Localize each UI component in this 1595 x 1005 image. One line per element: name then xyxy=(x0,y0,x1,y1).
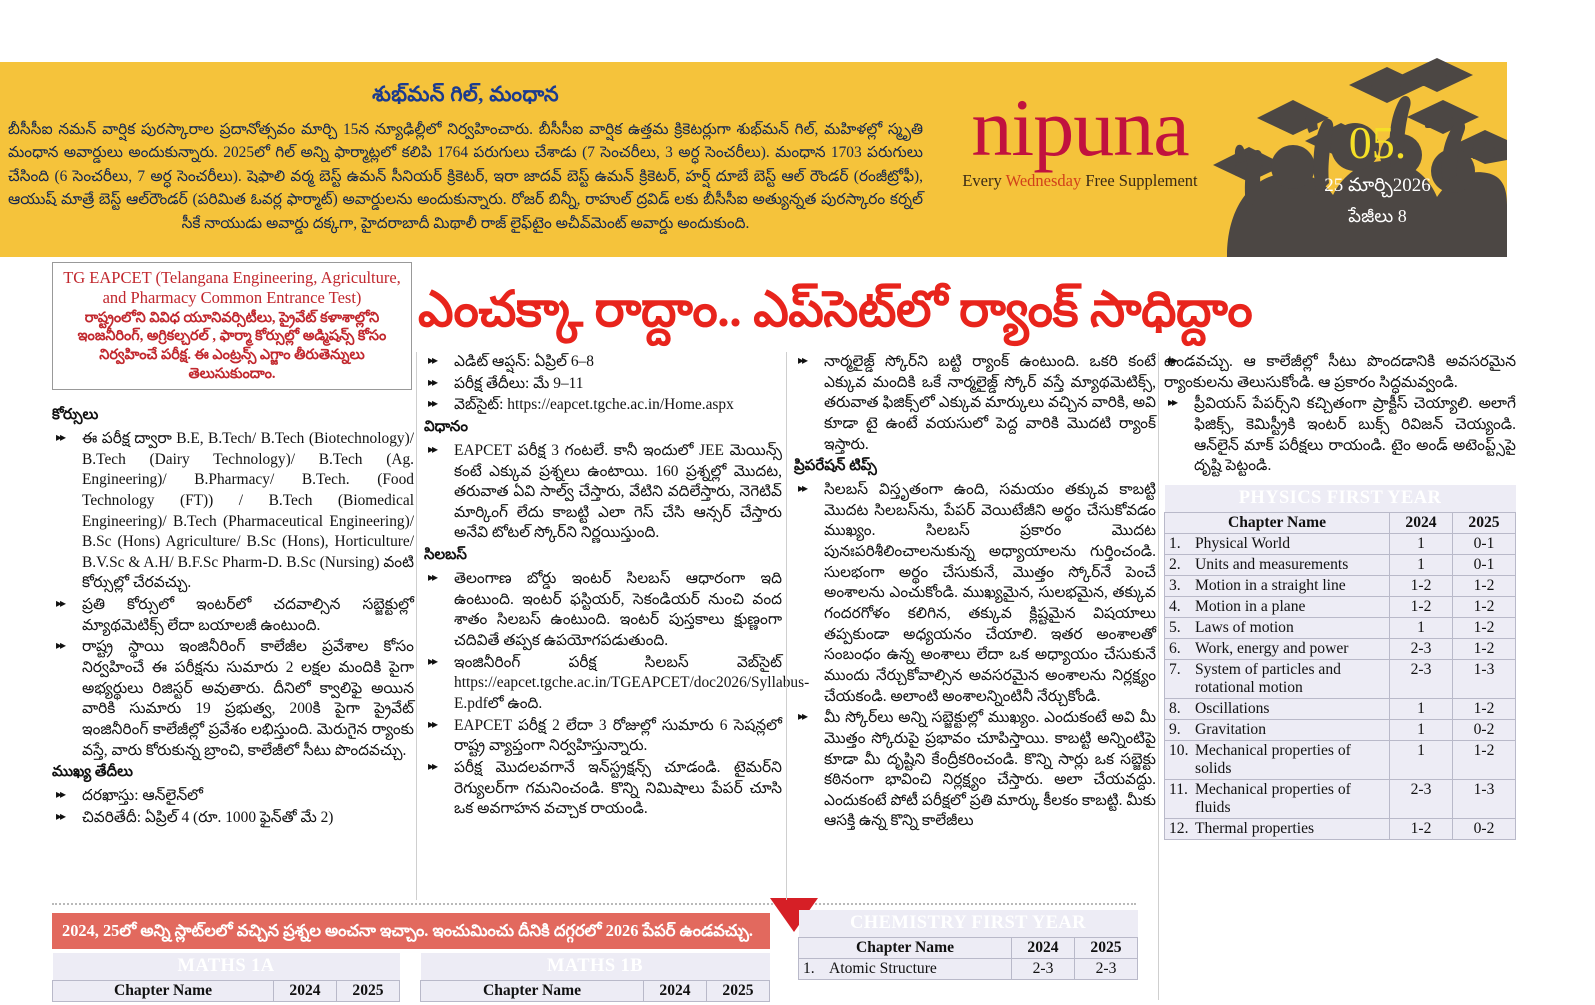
chapter-name: Physical World xyxy=(1195,534,1291,552)
page-title: ఎంచక్కా రాద్దాం.. ఎప్‌సెట్‌లో ర్యాంక్ సాధిద్దాం xyxy=(418,281,1253,337)
chapter-name: Oscillations xyxy=(1195,699,1270,717)
lead-story xyxy=(8,66,923,235)
maths-1a-block xyxy=(52,953,400,1002)
value-2024: 1 xyxy=(1390,698,1453,719)
row-index: 9. xyxy=(1169,720,1181,738)
list-item: ▸▸ పరీక్ష మొదలవగానే ఇన్‌స్ట్రక్షన్స్ చూడండి. టైమర్‌ని రెగ్యులర్‌గా గమనించండి. కొన్ని నిమిషాలు పేపర్ చూసి ఒక అవగాహన వచ్చాక రాయండి. xyxy=(424,758,782,820)
value-2024: 2-3 xyxy=(1390,779,1453,818)
chapter-cell xyxy=(1165,740,1390,779)
column-rule xyxy=(786,352,787,900)
list-item: ▸▸ సిలబస్ విస్తృతంగా ఉంది, సమయం తక్కువ కాబట్టి మొదట సిలబస్‌ను, పేపర్ వెయిటేజీని అర్థం చేసుకోవడం ముఖ్యం. సిలబస్ ప్రకారం మొదట పునఃపరిశీలించాలనుకున్న అధ్యాయాలను గుర్తించండి. సులభంగా అర్థం చేసుకునే, మొత్తం స్కోర్‌నే పెంచే అంశాలను ఎంచుకోండి. ముఖ్యమైన, సులభమైన, తక్కువ గందరగోళం కలిగిన, తక్కువ క్లిష్టమైన విషయాలు తప్పకుండా అధ్యయనం చేయాలి. ఇతర అంశాలతో సంబంధం ఉన్న అంశాలు లేదా ఒక అధ్యాయం చేసుకునే ముందు నేర్చుకోవాల్సిన అవసరమైన అంశాలను నిర్లక్ష్యం చేయకండి. అలాంటి అంశాలన్నింటినీ నేర్చుకోండి. xyxy=(794,480,1156,707)
value-2024: 1 xyxy=(1390,617,1453,638)
table-row xyxy=(1165,719,1516,740)
list-item: ▸▸ ప్రీవియస్ పేపర్స్‌ని కచ్చితంగా ప్రాక్టీస్ చెయ్యాలి. అలాగే ఫిజిక్స్, కెమిస్ట్రీకి ఇంటర్ బుక్స్ రివిజన్ చెయ్యండి. ఆన్‌లైన్ మాక్ పరీక్షలు రాయండి. టైం అండ్ అటెంప్ట్స్‌పై దృష్టి పెట్టండి. xyxy=(1164,394,1516,477)
row-index: 1. xyxy=(1169,534,1181,552)
value-2024: 2-3 xyxy=(1390,659,1453,698)
list-item: ▸▸ ఎడిట్ ఆప్షన్: ఏప్రిల్ 6–8 xyxy=(424,352,782,373)
value-2025: 0-2 xyxy=(1453,719,1516,740)
chemistry-table-header xyxy=(799,938,1138,959)
ranking-list xyxy=(794,352,1156,455)
chapter-cell xyxy=(1165,779,1390,818)
announcement-strip: 2024, 25లో అన్ని స్లాట్‌లలో వచ్చిన ప్రశ్నల అంచనా ఇచ్చాం. ఇంచుమించు దీనికి దగ్గరలో 2026 పేపర్ ఉండవచ్చు. xyxy=(52,913,770,949)
value-2024: 1 xyxy=(1390,719,1453,740)
column-rule xyxy=(1158,352,1159,1000)
exam-schedule-list xyxy=(424,352,782,416)
list-item: ▸▸ దరఖాస్తు: ఆన్‌లైన్‌లో xyxy=(52,786,414,807)
value-2024: 1 xyxy=(1390,533,1453,554)
issue-page-count: పేజీలు 8 xyxy=(1348,206,1407,226)
table-row xyxy=(1165,818,1516,839)
syllabus-heading: సిలబస్ xyxy=(424,547,467,564)
list-item: ▸▸ EAPCET పరీక్ష 2 లేదా 3 రోజుల్లో సుమారు 6 సెషన్లలో రాష్ట్ర వ్యాప్తంగా నిర్వహిస్తున్నారు. xyxy=(424,716,782,757)
table-row xyxy=(1165,659,1516,698)
column-header-chapter: Chapter Name xyxy=(799,938,1012,959)
column-3 xyxy=(794,352,1156,834)
column-header-2025: 2025 xyxy=(1075,938,1138,959)
value-2025: 1-2 xyxy=(1453,698,1516,719)
intro-english-text: TG EAPCET (Telangana Engineering, Agriculture, and Pharmacy Common Entrance Test) xyxy=(63,268,401,308)
list-item-syllabus-link[interactable]: ▸▸ ఇంజినీరింగ్ పరీక్ష సిలబస్ వెబ్‌సైట్ https://eapcet.tgche.ac.in/TGEAPCET/doc2026/Syllabus-E.pdfలో ఉంది. xyxy=(424,653,782,715)
row-index: 6. xyxy=(1169,639,1181,657)
value-2025: 1-2 xyxy=(1453,617,1516,638)
column-header-2025: 2025 xyxy=(337,981,400,1002)
courses-list xyxy=(52,429,414,761)
chapter-cell xyxy=(1165,533,1390,554)
brand-block xyxy=(935,82,1225,191)
maths-1b-table xyxy=(420,953,770,1002)
value-2024: 1-2 xyxy=(1390,596,1453,617)
chapter-cell xyxy=(1165,596,1390,617)
maths-1b-block xyxy=(420,953,770,1002)
chapter-name: Atomic Structure xyxy=(829,960,937,977)
list-item: ▸▸ ఈ పరీక్ష ద్వారా B.E, B.Tech/ B.Tech (Biotechnology)/ B.Tech (Dairy Technology)/ B.Tech (Ag. Engineering)/ B.Pharmacy/ B.Tech. (Food Technology (FT)) / B.Tech (Biomedical Engineering)/ B.Tech (Pharmaceutical Engineering)/ B.Sc (Hons) Agriculture/ B.Sc (Hons), Horticulture/ B.V.Sc & A.H/ B.F.Sc Pharm-D. B.Sc (Nursing) వంటి కోర్సుల్లో చేరవచ్చు. xyxy=(52,429,414,594)
row-index: 2. xyxy=(1169,555,1181,573)
table-row xyxy=(1165,617,1516,638)
value-2024: 2-3 xyxy=(1390,638,1453,659)
college-tips-list xyxy=(1164,352,1516,477)
chapter-name: Mechanical properties of fluids xyxy=(1195,780,1351,816)
issue-date: 25 మార్చి2026 xyxy=(1324,175,1431,196)
row-index: 5. xyxy=(1169,618,1181,636)
intro-box xyxy=(52,262,412,390)
value-2024: 1-2 xyxy=(1390,818,1453,839)
section-divider xyxy=(52,903,1136,905)
table-row xyxy=(1165,533,1516,554)
table-row xyxy=(1165,698,1516,719)
table-row xyxy=(1165,740,1516,779)
maths-1a-table xyxy=(52,953,400,1002)
value-2025: 0-2 xyxy=(1453,818,1516,839)
method-list xyxy=(424,441,782,544)
column-2 xyxy=(424,352,810,822)
list-item-continuation: ▸▸ ఉండవచ్చు. ఆ కాలేజీల్లో సీటు పొందడానికి అవసరమైన ర్యాంకులను తెలుసుకోండి. ఆ ప్రకారం సిద్ధమవ్వండి. xyxy=(1164,352,1516,393)
chapter-cell xyxy=(1165,659,1390,698)
brand-tagline xyxy=(935,171,1225,191)
list-item: ▸▸ చివరితేదీ: ఏప్రిల్ 4 (రూ. 1000 ఫైన్‌తో మే 2) xyxy=(52,808,414,829)
table-row xyxy=(799,959,1138,980)
chapter-name: System of particles and rotational motion xyxy=(1195,660,1341,696)
column-header-chapter: Chapter Name xyxy=(1165,512,1390,533)
chapter-name: Work, energy and power xyxy=(1195,639,1349,657)
preparation-tips-list xyxy=(794,480,1156,832)
intro-telugu-text: రాష్ట్రంలోని వివిధ యూనివర్సిటీలు, ప్రైవేట్ కళాశాల్లోని ఇంజనీరింగ్, అగ్రికల్చరల్ , ఫార్మా కోర్సుల్లో అడ్మిషన్స్ కోసం నిర్వహించే పరీక్ష. ఈ ఎంట్రన్స్ ఎగ్జాం తీరుతెన్నులు తెలుసుకుందాం. xyxy=(77,309,387,382)
column-header-2025: 2025 xyxy=(707,981,770,1002)
chapter-name: Motion in a straight line xyxy=(1195,576,1346,594)
row-index: 3. xyxy=(1169,576,1181,594)
chemistry-block xyxy=(798,910,1138,980)
column-rule xyxy=(416,352,417,900)
column-header-2024: 2024 xyxy=(1012,938,1075,959)
value-2025: 0-1 xyxy=(1453,533,1516,554)
value-2025: 1-2 xyxy=(1453,740,1516,779)
syllabus-list xyxy=(424,569,810,820)
column-header-2025: 2025 xyxy=(1453,512,1516,533)
issue-number: 05. xyxy=(1348,117,1407,168)
table-row xyxy=(1165,554,1516,575)
row-index: 7. xyxy=(1169,660,1181,678)
column-1 xyxy=(52,404,414,831)
chapter-cell xyxy=(1165,575,1390,596)
preparation-tips-heading: ప్రిపరేషన్ టిప్స్ xyxy=(794,458,877,475)
maths1a-table-header xyxy=(53,981,400,1002)
chapter-name: Gravitation xyxy=(1195,720,1267,738)
chemistry-first-year-table xyxy=(798,910,1138,980)
courses-heading: కోర్సులు xyxy=(52,407,99,423)
key-dates-list xyxy=(52,786,414,828)
lead-story-body: బీసీసీఐ నమన్ వార్షిక పురస్కారాల ప్రదానోత్సవం మార్చి 15న న్యూఢిల్లీలో నిర్వహించారు. బీసీసీఐ వార్షిక ఉత్తమ క్రికెటర్లుగా శుభ్‌మన్ గిల్, మహిళల్లో స్మృతి మంధాన అవార్డులు అందుకున్నారు. 2025లో గిల్ అన్ని ఫార్మాట్లలో కలిపి 1764 పరుగులు చేశాడు (7 సెంచరీలు, 3 అర్ధ సెంచరీలు). మంధాన 1703 పరుగులు చేసింది (6 సెంచరీలు, 7 అర్ధ సెంచరీలు). షెఫాలి వర్మ బెస్ట్ ఉమన్ సీనియర్ క్రికెటర్, ఇరా జాదవ్ బెస్ట్ ఉమన్ క్రికెటర్, హర్ష్ దూబే బెస్ట్ ఆల్ రౌండర్ (రంజీట్రోఫీ), ఆయుష్ మాత్రే బెస్ట్ ఆల్‌రౌండర్ (పరిమిత ఓవర్ల ఫార్మాట్) అవార్డులను అందుకున్నారు. రోజర్ బిన్నీ, రాహుల్ ద్రవిడ్ లకు బీసీసీఐ అత్యున్నత పురస్కారం కర్నల్ సీకే నాయుడు అవార్డు దక్కగా, హైదరాబాదీ మిథాలీ రాజ్ లైఫ్‌టైం అచీవ్‌మెంట్ అవార్డు అందుకుంది. xyxy=(8,121,923,232)
row-index: 1. xyxy=(803,960,815,977)
list-item: ▸▸ పరీక్ష తేదీలు: మే 9–11 xyxy=(424,374,782,395)
chapter-name: Thermal properties xyxy=(1195,819,1315,837)
tagline-weekday: Wednesday xyxy=(1005,171,1082,191)
chapter-cell xyxy=(1165,554,1390,575)
row-index: 12. xyxy=(1169,819,1189,837)
chapter-name: Units and measurements xyxy=(1195,555,1349,573)
table-row xyxy=(1165,779,1516,818)
list-item-website[interactable]: ▸▸ వెబ్‌సైట్: https://eapcet.tgche.ac.in/Home.aspx xyxy=(424,395,782,416)
chapter-name: Laws of motion xyxy=(1195,618,1294,636)
chapter-cell xyxy=(1165,818,1390,839)
row-index: 8. xyxy=(1169,699,1181,717)
row-index: 10. xyxy=(1169,741,1189,759)
chapter-name: Motion in a plane xyxy=(1195,597,1306,615)
list-item: ▸▸ EAPCET పరీక్ష 3 గంటలే. కానీ ఇందులో JEE మెయిన్స్ కంటే ఎక్కువ ప్రశ్నలు ఉంటాయి. 160 ప్రశ్నల్లో మొదట, తరువాత ఏవి సాల్వ్ చేస్తారు, వేటిని వదిలేస్తారు, నెగెటివ్ మార్కింగ్ లేదు కాబట్టి ఎలా గెస్ చేసి ఆన్సర్ చేస్తారు అనేవి టోటల్ స్కోర్‌ని నిర్ణయిస్తుంది. xyxy=(424,441,782,544)
column-header-2024: 2024 xyxy=(274,981,337,1002)
chapter-cell xyxy=(799,959,1012,980)
list-item: ▸▸ ప్రతి కోర్సులో ఇంటర్‌లో చదవాల్సిన సబ్జెక్టుల్లో మ్యాథమెటిక్స్ లేదా బయాలజీ ఉంటుంది. xyxy=(52,595,414,636)
physics-table-caption: PHYSICS FIRST YEAR xyxy=(1165,485,1516,513)
list-item: ▸▸ తెలంగాణ బోర్డు ఇంటర్ సిలబస్ ఆధారంగా ఇది ఉంటుంది. ఇంటర్ ఫస్టియర్, సెకండియర్ నుంచి వంద శాతం సిలబస్ ఉంటుంది. ఇంటర్ పుస్తకాలు క్షుణ్ణంగా చదివితే తప్పక ఉపయోగపడుతుంది. xyxy=(424,569,782,652)
chapter-cell xyxy=(1165,638,1390,659)
chapter-name: Mechanical properties of solids xyxy=(1195,741,1351,777)
value-2025: 1-2 xyxy=(1453,596,1516,617)
value-2024: 2-3 xyxy=(1012,959,1075,980)
list-item: ▸▸ నార్మలైజ్డ్ స్కోర్‌ని బట్టి ర్యాంక్ ఉంటుంది. ఒకరి కంటే ఎక్కువ మందికి ఒకే నార్మలైజ్డ్ స్కోర్ వస్తే మ్యాథమెటిక్స్, తరువాత ఫిజిక్స్‌లో ఎక్కువ మార్కులు వచ్చిన వారికి, అవి కూడా టై ఉంటే వయసులో పెద్ద వారికి మొదటి ర్యాంక్ ఇస్తారు. xyxy=(794,352,1156,455)
maths1a-table-caption: MATHS 1A xyxy=(53,953,400,981)
column-header-2024: 2024 xyxy=(1390,512,1453,533)
row-index: 4. xyxy=(1169,597,1181,615)
key-dates-heading: ముఖ్య తేదీలు xyxy=(52,764,133,781)
value-2025: 1-2 xyxy=(1453,638,1516,659)
column-header-chapter: Chapter Name xyxy=(53,981,274,1002)
masthead xyxy=(0,62,1507,257)
physics-table-header xyxy=(1165,512,1516,533)
column-header-chapter: Chapter Name xyxy=(421,981,644,1002)
table-row xyxy=(1165,638,1516,659)
value-2024: 1 xyxy=(1390,554,1453,575)
value-2025: 2-3 xyxy=(1075,959,1138,980)
value-2024: 1-2 xyxy=(1390,575,1453,596)
physics-first-year-table xyxy=(1164,485,1516,840)
tagline-pre: Every xyxy=(962,171,1006,191)
chapter-cell xyxy=(1165,617,1390,638)
value-2025: 1-3 xyxy=(1453,659,1516,698)
column-header-2024: 2024 xyxy=(644,981,707,1002)
value-2025: 1-2 xyxy=(1453,575,1516,596)
list-item: ▸▸ రాష్ట్ర స్థాయి ఇంజినీరింగ్ కాలేజీల ప్రవేశాల కోసం నిర్వహించే ఈ పరీక్షను సుమారు 2 లక్షల మందికి పైగా అభ్యర్థులు రిజిస్టర్ అవుతారు. దీనిలో క్వాలిఫై అయిన వారికి సుమారు 19 ప్రభుత్వ, 200కి పైగా ప్రైవేట్ ఇంజినీరింగ్ కాలేజీల్లో ప్రవేశం లభిస్తుంది. మెరుగైన ర్యాంకు వస్తే, వారు కోరుకున్న బ్రాంచి, కాలేజీలో సీటు పొందవచ్చు. xyxy=(52,637,414,761)
table-row xyxy=(1165,575,1516,596)
brand-title: nipuna xyxy=(971,82,1189,173)
chapter-cell xyxy=(1165,698,1390,719)
tagline-post: Free Supplement xyxy=(1081,171,1198,191)
chapter-cell xyxy=(1165,719,1390,740)
value-2024: 1 xyxy=(1390,740,1453,779)
value-2025: 1-3 xyxy=(1453,779,1516,818)
value-2025: 0-1 xyxy=(1453,554,1516,575)
column-4 xyxy=(1164,352,1516,840)
lead-story-title: శుభ్‌మన్ గిల్, మంధాన xyxy=(372,82,559,106)
method-heading: విధానం xyxy=(424,418,468,435)
maths1b-table-caption: MATHS 1B xyxy=(421,953,770,981)
table-row xyxy=(1165,596,1516,617)
chemistry-table-caption: CHEMISTRY FIRST YEAR xyxy=(799,910,1138,938)
row-index: 11. xyxy=(1169,780,1188,798)
list-item: ▸▸ మీ స్కోర్‌లు అన్ని సబ్జెక్టుల్లో ముఖ్యం. ఎందుకంటే అవి మీ మొత్తం స్కోరుపై ప్రభావం చూపిస్తాయి. కాబట్టి అన్నింటిపై కూడా మీ దృష్టిని కేంద్రీకరించండి. కొన్ని సార్లు ఒక సబ్జెక్టు కఠినంగా భావించి నిర్లక్ష్యం చేస్తారు. అలా చేయవద్దు. ఎందుకంటే పోటీ పరీక్షలో ప్రతి మార్కు కీలకం కాబట్టి. మీకు ఆసక్తి ఉన్న కొన్ని కాలేజీలు xyxy=(794,708,1156,832)
maths1b-table-header xyxy=(421,981,770,1002)
issue-info xyxy=(1290,117,1465,231)
